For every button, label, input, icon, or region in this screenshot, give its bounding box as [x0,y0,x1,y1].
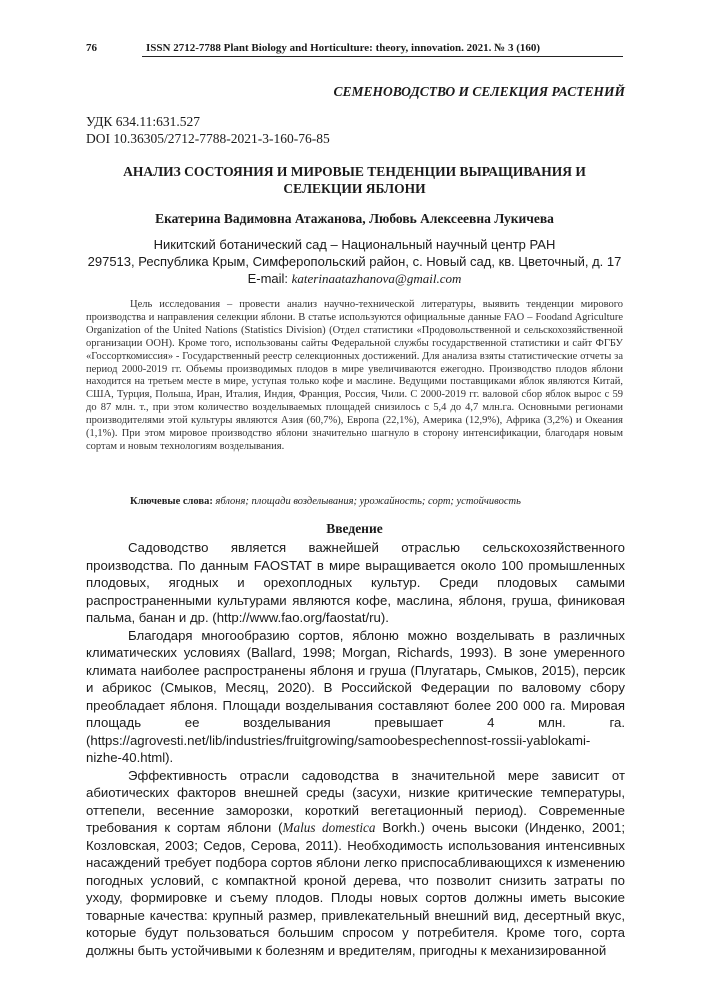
abstract [86,299,623,454]
header-rule [142,56,623,57]
article-meta [86,113,330,147]
affiliation-org: Никитский ботанический сад – Национальный научный центр РАН [153,237,556,252]
intro-paragraph-2: Благодаря многообразию сортов, яблоню можно возделывать в различных климатических условиях (Ballard, 1998; Morgan, Richards, 1993). В зоне умеренного климата наиболее распространены яблоня и груша (Плугатарь, Смыков, 2015), персик и абрикос (Смыков, Месяц, 2020). В Российской Федерации по валовому сбору преобладает яблоня. Площади возделывания составляют более 200 000 га. Мировая площадь ее возделывания превышает 4 млн. га. (https://agrovesti.net/lib/industries/fruitgrowing/samoobespechennost-rossii-yablokami-nizhe-40.html). [86,627,625,765]
affiliation [70,236,639,287]
abstract-text: Цель исследования – провести анализ научно-технической литературы, выявить тенденции мирового производства и направления селекции яблони. В статье используются официальные данные FAO – Foodand Agriculture Organization of the United Nations (Statistics Division) (Отдел статистики «Продовольственной и сельскохозяйственной организации ООН). Кроме того, использованы сайты Федеральной службы государственной статистики и сайт ФГБУ «Госсорткомиссия» - Государственный реестр селекционных достижений. Для анализа взяты статистические отчеты за период 2000-2019 гг. Объемы производимых плодов в мире увеличиваются ежегодно. Производство плодов яблони находится на третьем месте в мире, уступая только кофе и маслине. Ведущими поставщиками яблок являются Китай, США, Турция, Польша, Иран, Италия, Индия, Франция, Россия, Чили. С 2000-2019 гг. валовой сбор яблок вырос с 59 до 87 млн. т., при этом количество возделываемых площадей снизилось с 5,4 до 4,7 млн.га. Основными регионами производителями этой культуры являются Азия (60,7%), Европа (22,1%), Америка (12,9%), Африка (3,2%) и Океания (1,1%). При этом мировое производство яблони значительно шагнуло в сторону интенсификации, благодаря новым сортам и новым технологиям возделывания. [86,299,623,452]
section-title: СЕМЕНОВОДСТВО И СЕЛЕКЦИЯ РАСТЕНИЙ [333,84,625,99]
page-number: 76 [86,42,97,54]
intro-paragraph-1: Садоводство является важнейшей отраслью сельскохозяйственного производства. По данным FAOSTAT в мире выращивается около 100 промышленных плодовых, ягодных и орехоплодных культур. Среди плодовых самыми распространенными культурами являются кофе, маслина, яблоня, груша, финиковая пальма, банан и др. (http://www.fao.org/faostat/ru). [86,540,625,625]
udc-code: УДК 634.11:631.527 [86,114,201,129]
email-label: E-mail: [247,271,289,286]
authors: Екатерина Вадимовна Атажанова, Любовь Алексеевна Лукичева [155,211,554,226]
species-name: Malus domestica [282,820,376,835]
journal-title: ISSN 2712-7788 Plant Biology and Horticulture: theory, innovation. 2021. № 3 (160) [146,42,541,54]
keywords [86,496,623,507]
running-header [86,42,623,58]
affiliation-address: 297513, Республика Крым, Симферопольский район, с. Новый сад, кв. Цветочный, д. 17 [87,254,622,269]
title-line-2: СЕЛЕКЦИИ ЯБЛОНИ [283,181,426,196]
intro-heading: Введение [326,521,383,536]
p3-after: Borkh.) очень высоки (Инденко, 2001; Козловская, 2003; Седов, Серова, 2011). Необходимость использования интенсивных насаждений требует подбора сортов яблони легко приспосабливающихся к изменению погодных условий, с компактной кроной дерева, что позволит снизить затраты по уходу, формировке и съему плодов. Плоды новых сортов должны иметь высокие товарные качества: крупный размер, привлекательный внешний вид, десертный вкус, которые будут пользоваться большим спросом у потребителя. Кроме того, сорта должны быть устойчивыми к болезням и вредителям, пригодны к механизированной [86,820,625,958]
article-title [86,163,623,197]
intro-body [86,539,625,959]
keywords-value: яблоня; площади возделывания; урожайность; сорт; устойчивость [215,496,521,507]
keywords-label: Ключевые слова: [130,496,213,507]
email-line [70,270,639,287]
email-address[interactable]: katerinaatazhanova@gmail.com [291,271,462,286]
title-line-1: АНАЛИЗ СОСТОЯНИЯ И МИРОВЫЕ ТЕНДЕНЦИИ ВЫРАЩИВАНИЯ И [123,164,586,179]
p3-before: Эффективность отрасли садоводства в значительной мере зависит от абиотических факторов внешней среды (засухи, низкие критические температуры, оттепели, весенние заморозки, короткий вегетационный период). Современные требования к сортам яблони ( [86,767,625,835]
intro-paragraph-3 [86,767,625,960]
doi: DOI 10.36305/2712-7788-2021-3-160-76-85 [86,131,330,146]
